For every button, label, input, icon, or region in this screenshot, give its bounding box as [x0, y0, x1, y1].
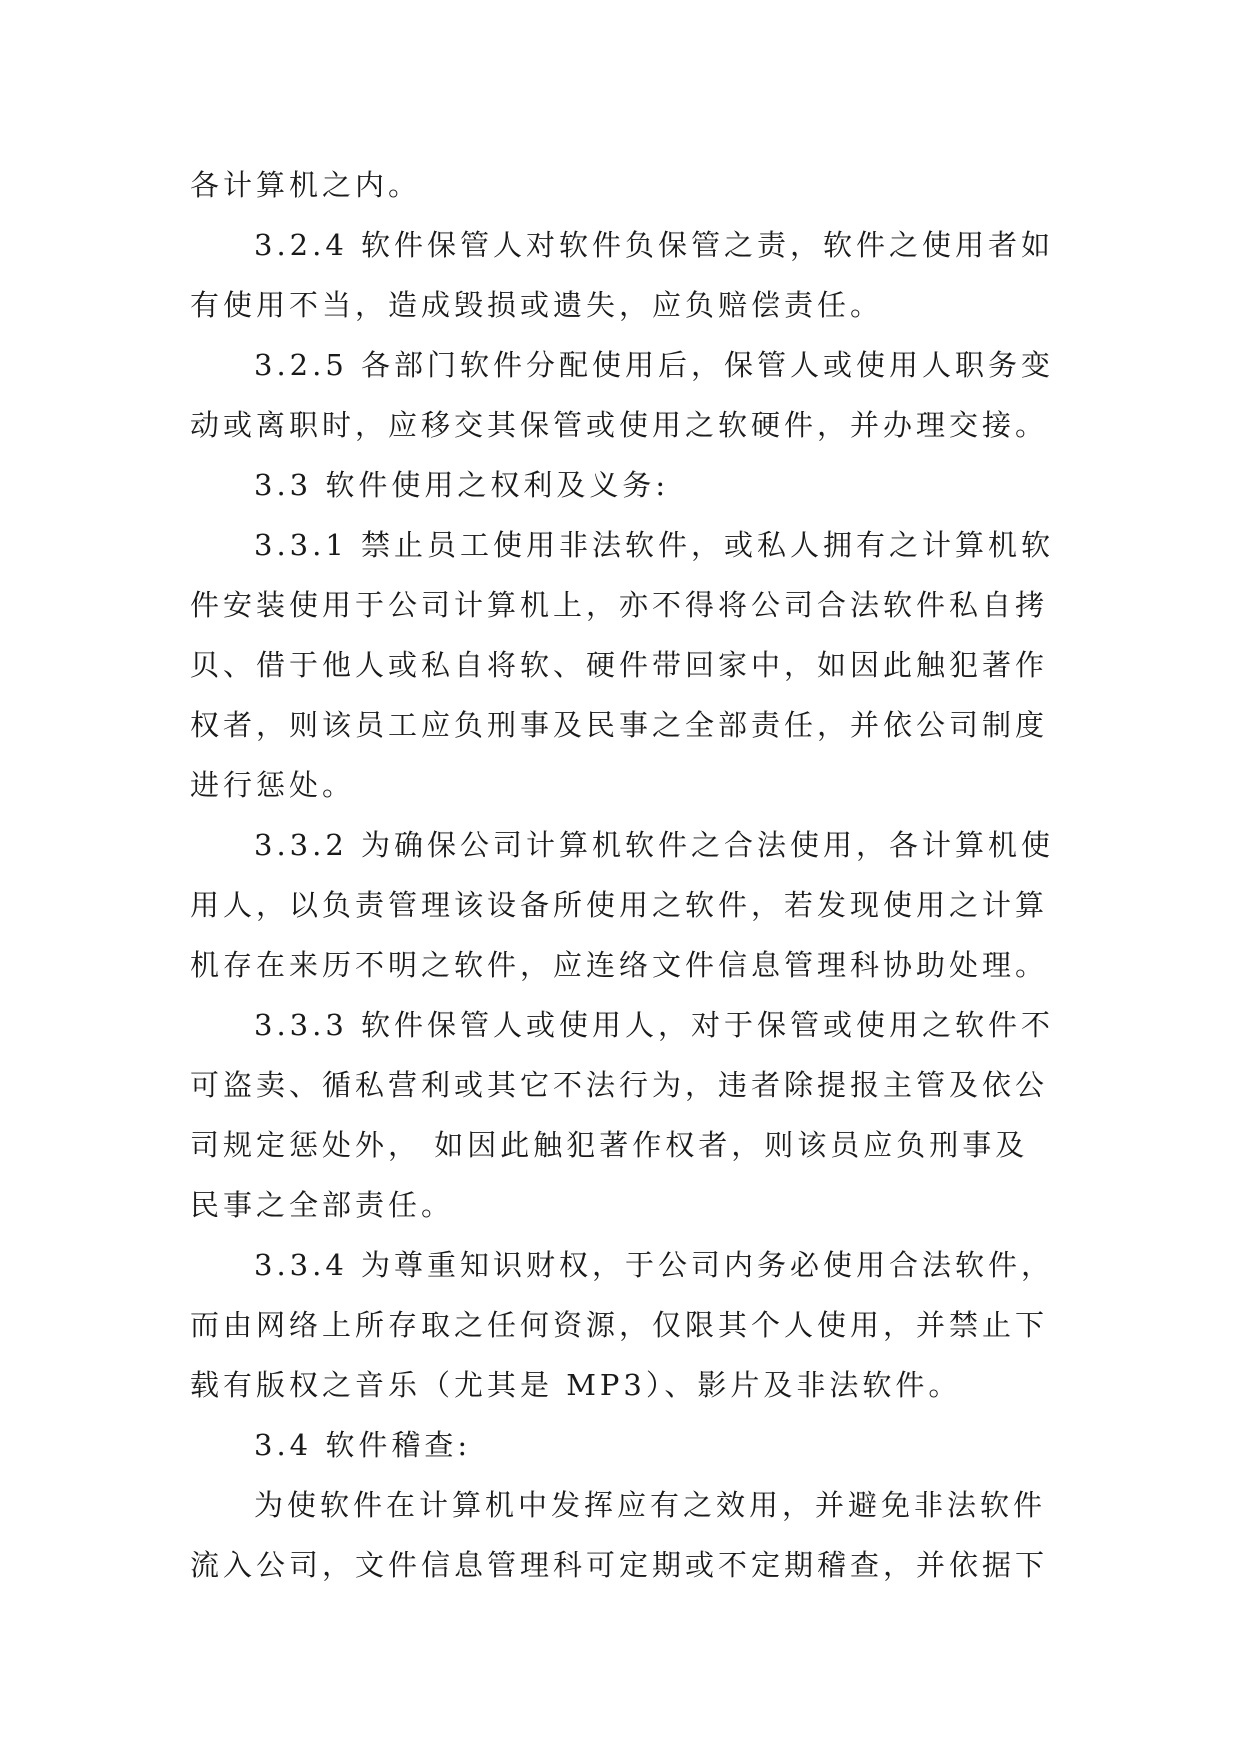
text-line: 民事之全部责任。: [190, 1188, 455, 1222]
text-line: 用人，以负责管理该设备所使用之软件，若发现使用之计算: [190, 888, 1049, 922]
text-line: 3.3.3 软件保管人或使用人，对于保管或使用之软件不: [254, 1008, 1055, 1042]
text-line: 贝、借于他人或私自将软、硬件带回家中，如因此触犯著作: [190, 648, 1049, 682]
text-line: 件安装使用于公司计算机上，亦不得将公司合法软件私自拷: [190, 588, 1049, 622]
text-line: 可盗卖、循私营利或其它不法行为，违者除提报主管及依公: [190, 1068, 1049, 1102]
text-line: 流入公司，文件信息管理科可定期或不定期稽查，并依据下: [190, 1548, 1049, 1582]
text-line: 司规定惩处外， 如因此触犯著作权者，则该员应负刑事及: [190, 1128, 1029, 1162]
text-line: 3.3.1 禁止员工使用非法软件，或私人拥有之计算机软: [254, 528, 1055, 562]
text-line: 3.3.2 为确保公司计算机软件之合法使用，各计算机使: [254, 828, 1055, 862]
text-line: 有使用不当，造成毁损或遗失，应负赔偿责任。: [190, 288, 884, 322]
text-line: 而由网络上所存取之任何资源，仅限其个人使用，并禁止下: [190, 1308, 1049, 1342]
text-line: 动或离职时，应移交其保管或使用之软硬件，并办理交接。: [190, 408, 1049, 442]
text-line: 为使软件在计算机中发挥应有之效用，并避免非法软件: [254, 1488, 1047, 1522]
text-line: 机存在来历不明之软件，应连络文件信息管理科协助处理。: [190, 948, 1049, 982]
text-line: 进行惩处。: [190, 768, 356, 802]
text-line: 各计算机之内。: [190, 168, 422, 202]
text-line: 载有版权之音乐（尤其是 MP3）、影片及非法软件。: [190, 1368, 962, 1402]
text-line: 3.2.5 各部门软件分配使用后，保管人或使用人职务变: [254, 348, 1055, 382]
document-body: [190, 155, 1070, 1595]
text-line: 3.4 软件稽查:: [254, 1428, 472, 1462]
text-line: 3.3 软件使用之权利及义务:: [254, 468, 670, 502]
text-line: 3.3.4 为尊重知识财权，于公司内务必使用合法软件，: [254, 1248, 1055, 1282]
text-line: 权者，则该员工应负刑事及民事之全部责任，并依公司制度: [190, 708, 1049, 742]
text-line: 3.2.4 软件保管人对软件负保管之责，软件之使用者如: [254, 228, 1055, 262]
